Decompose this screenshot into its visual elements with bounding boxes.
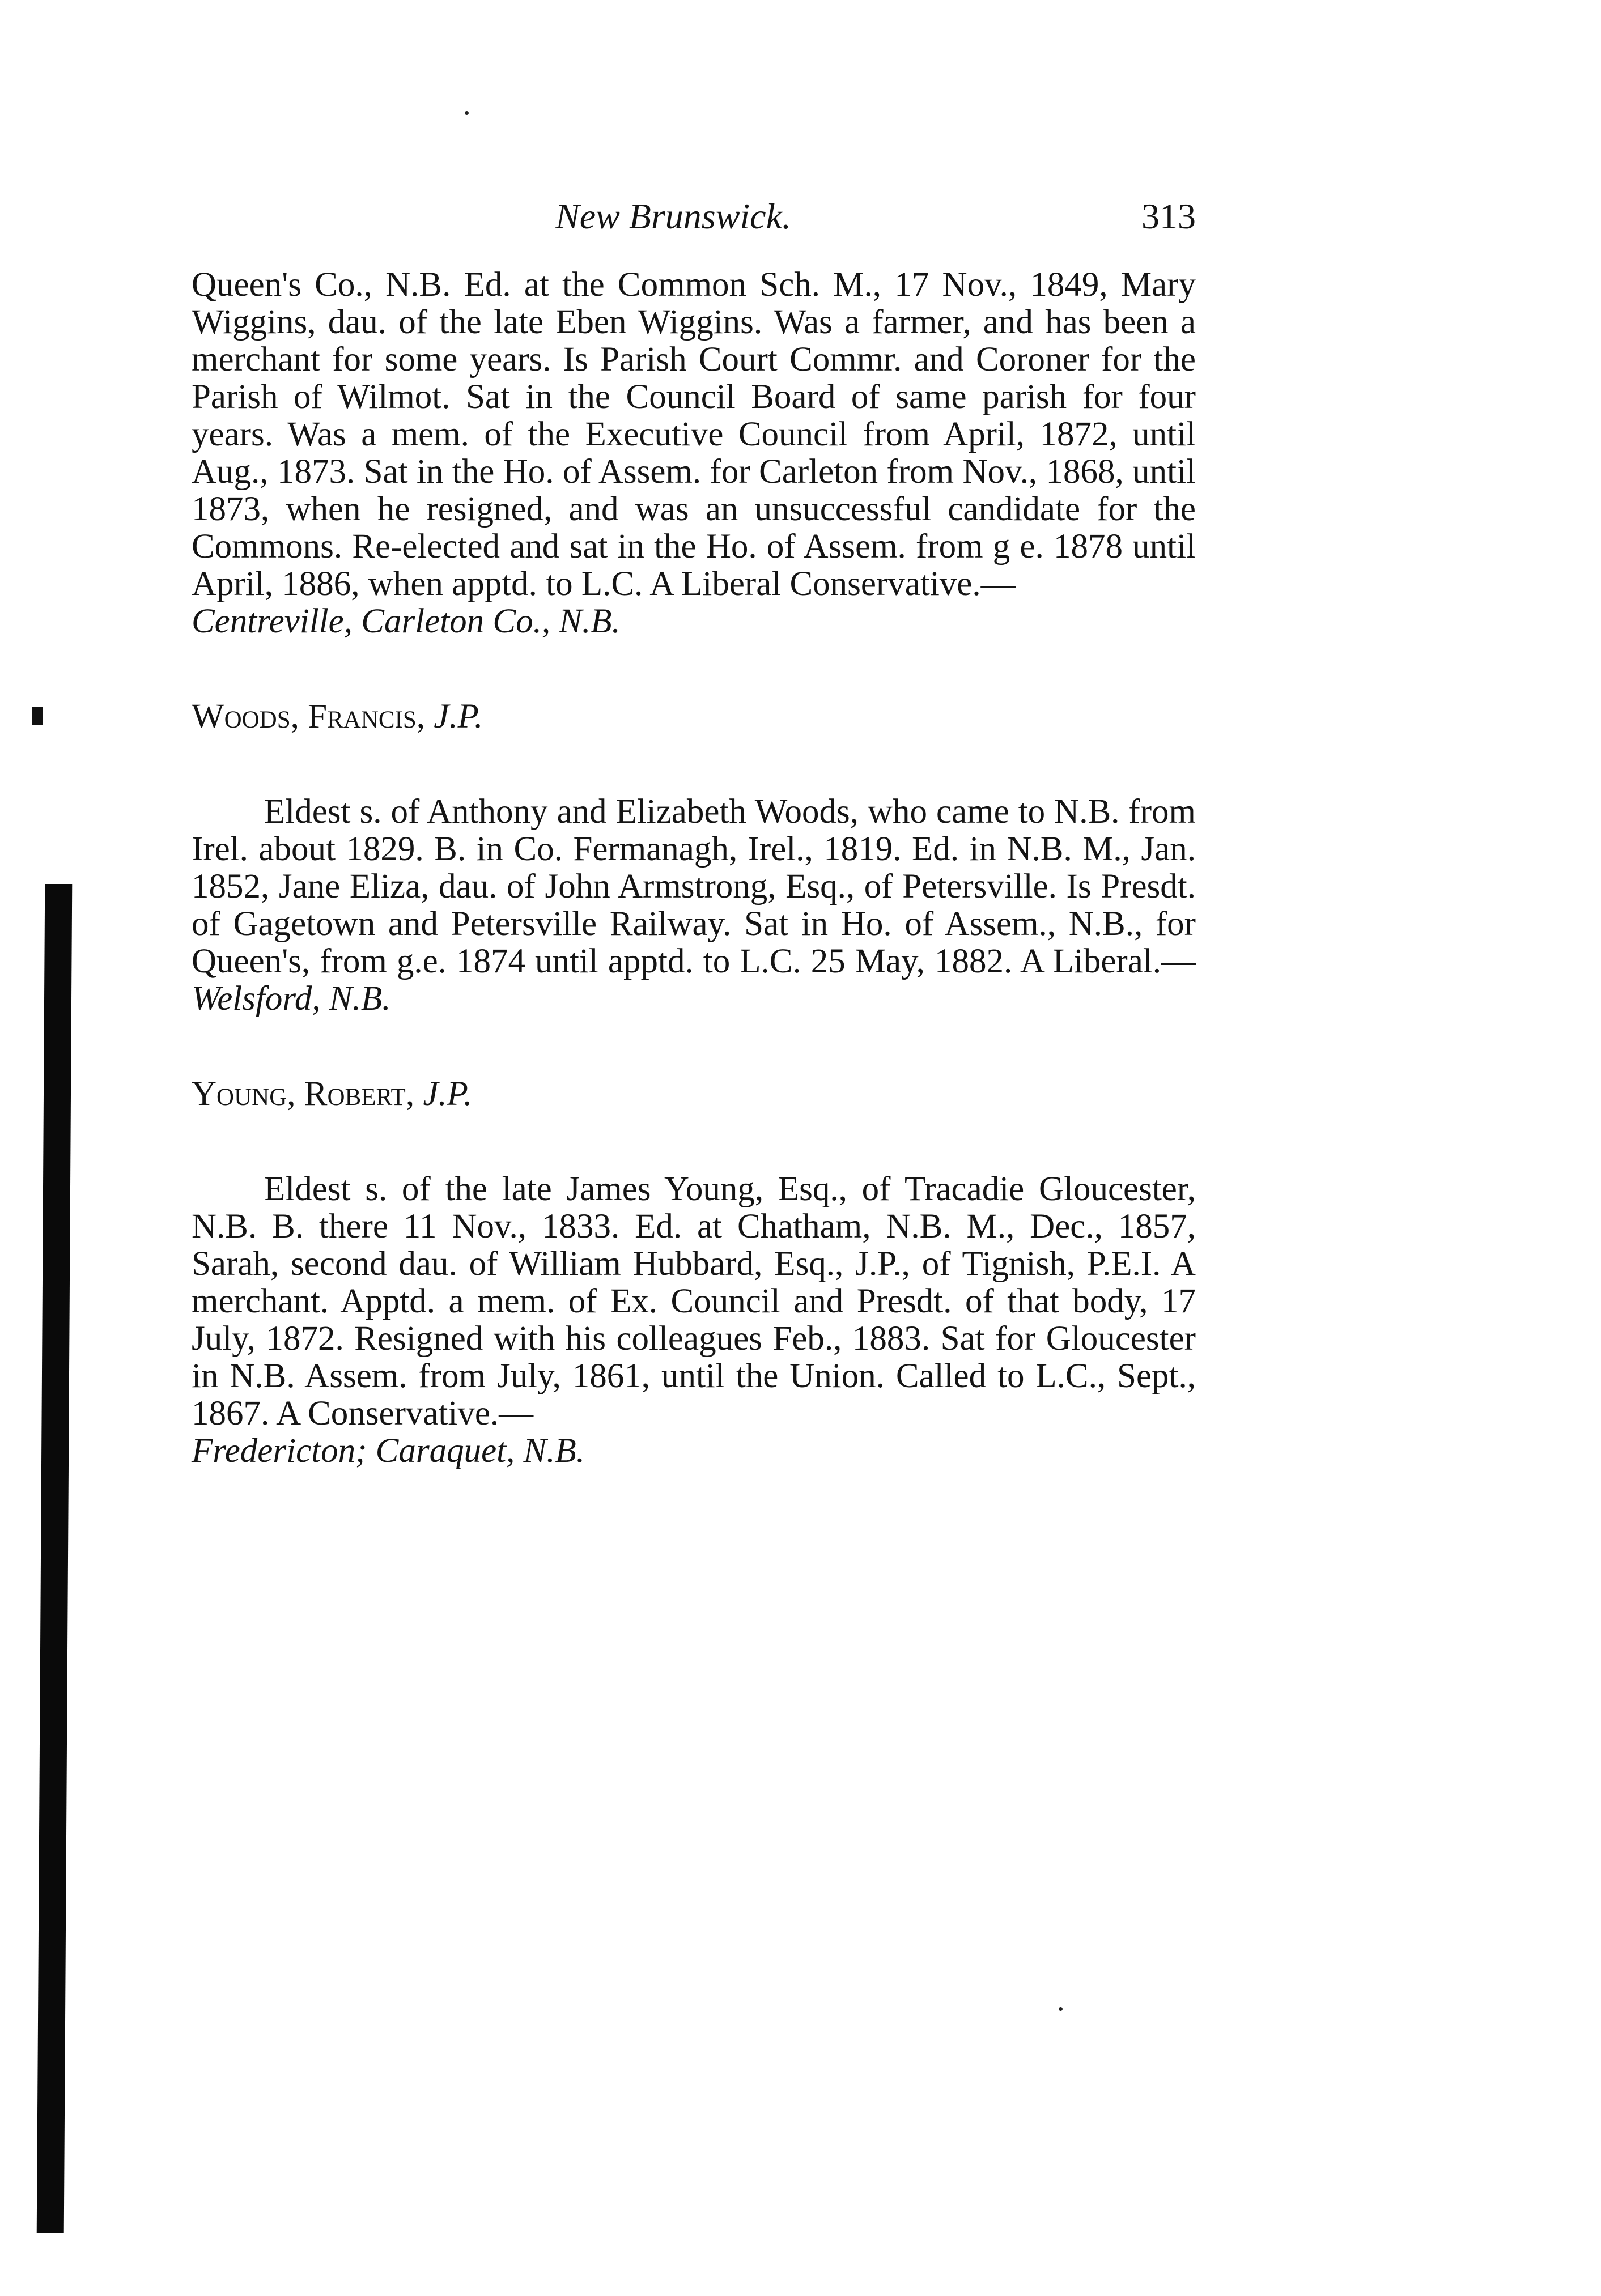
entry-body-woods (192, 793, 1196, 1018)
entry-name-woods: Woods, Francis, (192, 698, 426, 735)
page-header (187, 195, 1196, 246)
entry-residence-woods: Welsford, N.B. (192, 980, 391, 1018)
entry-title-young: J.P. (423, 1075, 473, 1113)
entry-text-woods: Eldest s. of Anthony and Elizabeth Woods, who came to N.B. from Irel. about 1829. B. in Co. Fermanagh, Irel., 1819. Ed. in N.B. M., Jan. 1852, Jane Eliza, dau. of John Armstrong, Esq., of Petersville. Is Presdt. of Gagetown and Petersville Railway. Sat in Ho. of Assem., N.B., for Queen's, from g.e. 1874 until apptd. to L.C. 25 May, 1882. A Liberal.— (192, 793, 1196, 980)
entry-text-young: Eldest s. of the late James Young, Esq., of Tracadie Gloucester, N.B. B. there 11 Nov., 1833. Ed. at Chatham, N.B. M., Dec., 1857, Sarah, second dau. of William Hubbard, Esq., J.P., of Tignish, P.E.I. A merchant. Apptd. a mem. of Ex. Council and Presdt. of that body, 17 July, 1872. Resigned with his colleagues Feb., 1883. Sat for Gloucester in N.B. Assem. from July, 1861, until the Union. Called to L.C., Sept., 1867. A Conservative.— (192, 1170, 1196, 1432)
continuation-text: Queen's Co., N.B. Ed. at the Common Sch. M., 17 Nov., 1849, Mary Wiggins, dau. of the late Eben Wiggins. Was a farmer, and has been a merchant for some years. Is Parish Court Commr. and Coroner for the Parish of Wilmot. Sat in the Council Board of same parish for four years. Was a mem. of the Executive Council from April, 1872, until Aug., 1873. Sat in the Ho. of Assem. for Carleton from Nov., 1868, until 1873, when he resigned, and was an unsuccessful candidate for the Commons. Re-elected and sat in the Ho. of Assem. from g e. 1878 until April, 1886, when apptd. to L.C. A Liberal Conservative.— (192, 266, 1196, 603)
continuation-residence: Centreville, Carleton Co., N.B. (192, 602, 621, 640)
entry-heading-young (192, 1075, 1196, 1113)
scan-speck (1059, 2007, 1063, 2011)
page-body (192, 266, 1196, 1470)
scan-speck (465, 111, 469, 115)
entry-heading-woods (192, 698, 1196, 735)
page-number: 313 (1141, 196, 1196, 236)
entry-body-young (192, 1171, 1196, 1470)
running-title: New Brunswick. (555, 196, 791, 236)
entry-residence-young: Fredericton; Caraquet, N.B. (192, 1432, 585, 1470)
entry-name-young: Young, Robert, (192, 1075, 415, 1113)
gutter-mark (32, 707, 43, 725)
continuation-paragraph (192, 266, 1196, 640)
binding-edge-shadow (37, 884, 73, 2233)
entry-title-woods: J.P. (434, 698, 483, 735)
